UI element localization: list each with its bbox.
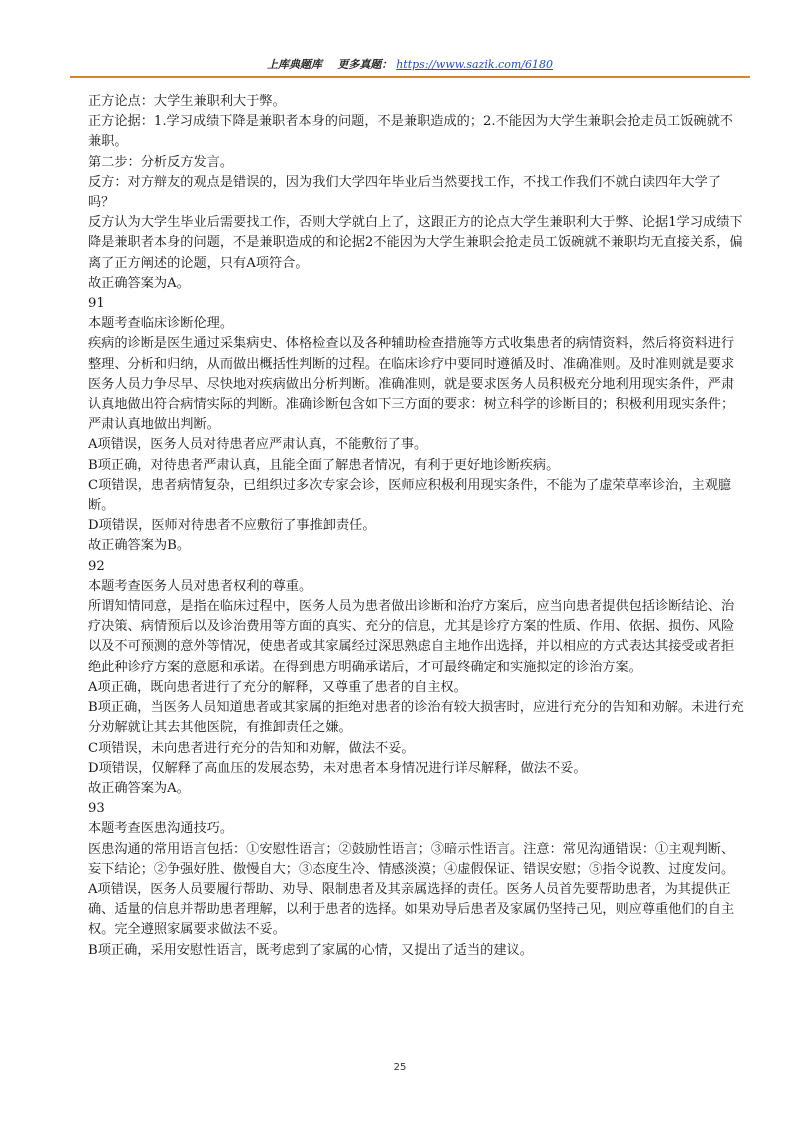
paragraph: B项正确，采用安慰性语言，既考虑到了家属的心情，又提出了适当的建议。 [88,942,533,958]
paragraph: B项正确，对待患者严肃认真，且能全面了解患者情况，有利于更好地诊断疾病。 [88,457,560,473]
paragraph: B项正确，当医务人员知道患者或其家属的拒绝对患者的诊治有较大损害时，应进行充分的告知和劝解。未进行充分劝解就让其去其他医院，有推卸责任之嫌。 [88,700,744,736]
document-body [88,92,746,961]
paragraph: A项错误，医务人员对待患者应严肃认真，不能敷衍了事。 [88,437,428,453]
paragraph: 正方论据：1.学习成绩下降是兼职者本身的问题，不是兼职造成的；2.不能因为大学生兼职会抢走员工饭碗就不兼职。 [88,114,733,150]
header-rule [70,76,750,78]
paragraph: 疾病的诊断是医生通过采集病史、体格检查以及各种辅助检查措施等方式收集患者的病情资料，然后将资料进行整理、分析和归纳，从而做出概括性判断的过程。在临床诊疗中要同时遵循及时、准确准则。及时准则就是要求医务人员力争尽早、尽快地对疾病做出分析判断。准确准则，就是要求医务人员积极充分地利用现实条件，严肃认真地做出符合病情实际的判断。准确诊断包含如下三方面的要求：树立科学的诊断目的；积极利用现实条件；严肃认真地做出判断。 [88,336,735,433]
paragraph: 第二步：分析反方发言。 [88,154,234,170]
header-site: 上库典题库 [267,58,323,71]
page-number: 25 [393,1062,407,1073]
paragraph: A项错误，医务人员要履行帮助、劝导、限制患者及其亲属选择的责任。医务人员首先要帮助患者，为其提供正确、适量的信息并帮助患者理解，以利于患者的选择。如果劝导后患者及家属仍坚持己见，则应尊重他们的自主权。完全遵照家属要求做法不妥。 [88,881,735,938]
page-header [70,56,750,82]
question-number: 91 [88,296,105,312]
paragraph: 医患沟通的常用语言包括：①安慰性语言；②鼓励性语言；③暗示性语言。注意：常见沟通错误：①主观判断、妄下结论；②争强好胜、傲慢自大；③态度生冷、情感淡漠；④虚假保证、错误安慰；⑤指令说教、过度发问。 [88,841,735,877]
paragraph: C项错误，未向患者进行充分的告知和劝解，做法不妥。 [88,740,415,756]
paragraph: 反方：对方辩友的观点是错误的，因为我们大学四年毕业后当然要找工作，不找工作我们不就白读四年大学了吗？ [88,174,721,211]
paragraph: D项错误，医师对待患者不应敷衍了事推卸责任。 [88,518,376,534]
paragraph: D项错误，仅解释了高血压的发展态势，未对患者本身情况进行详尽解释，做法不妥。 [88,760,587,776]
paragraph: A项正确，既向患者进行了充分的解释，又尊重了患者的自主权。 [88,679,467,695]
paragraph: 本题考查医患沟通技巧。 [88,821,234,837]
paragraph: 故正确答案为A。 [88,780,190,796]
paragraph: 本题考查临床诊断伦理。 [88,316,234,332]
paragraph: C项错误，患者病情复杂，已组织过多次专家会诊，医师应积极利用现实条件，不能为了虚荣草率诊治，主观臆断。 [88,477,732,514]
question-number: 92 [88,558,105,574]
paragraph: 正方论点：大学生兼职利大于弊。 [88,94,286,109]
paragraph: 本题考查医务人员对患者权利的尊重。 [88,578,313,594]
paragraph: 反方认为大学生毕业后需要找工作，否则大学就白上了，这跟正方的论点大学生兼职利大于弊、论据1学习成绩下降是兼职者本身的问题，不是兼职造成的和论据2不能因为大学生兼职会抢走员工饭碗就不兼职均无直接关系，偏离了正方阐述的论题，只有A项符合。 [88,215,743,271]
paragraph: 所谓知情同意，是指在临床过程中，医务人员为患者做出诊断和治疗方案后，应当向患者提供包括诊断结论、治疗决策、病情预后以及诊治费用等方面的真实、充分的信息，尤其是诊疗方案的性质、作用、依据、损伤、风险以及不可预测的意外等情况，使患者或其家属经过深思熟虑自主地作出选择，并以相应的方式表达其接受或者拒绝此种诊疗方案的意愿和承诺。在得到患方明确承诺后，才可最终确定和实施拟定的诊治方案。 [88,599,735,675]
header-link[interactable]: https://www.sazik.com/6180 [396,58,553,71]
header-label: 更多真题： [337,58,393,71]
question-number: 93 [88,801,105,817]
paragraph: 故正确答案为B。 [88,538,191,554]
paragraph: 故正确答案为A。 [88,275,190,291]
